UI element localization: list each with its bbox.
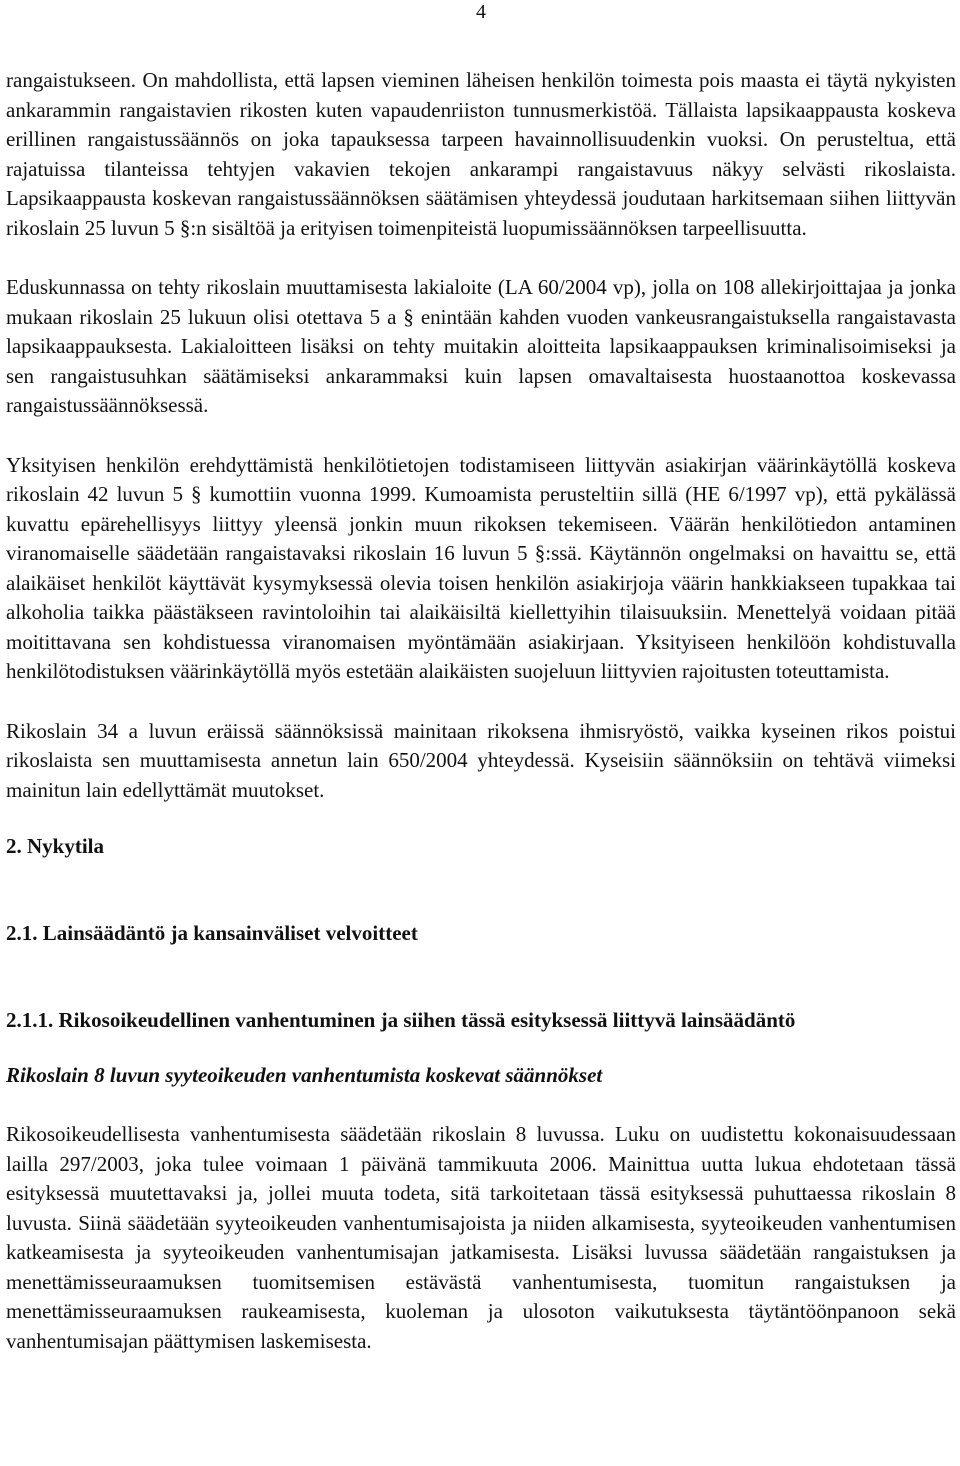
paragraph-lakialoite: Eduskunnassa on tehty rikoslain muuttamisesta lakialoite (LA 60/2004 vp), jolla on 108 allekirjoittajaa ja jonka mukaan rikoslain 25 lukuun olisi otettava 5 a § enintään kahden vuoden vankeusrangaistuksella rangaistavasta lapsikaappauksesta. Lakialoitteen lisäksi on tehty muitakin aloitteita lapsikaappauksen kriminalisoimiseksi ja sen rangaistusuhkan säätämiseksi ankarammaksi kuin lapsen omavaltaisesta huostaanottoa koskevassa rangaistussäännöksessä.: [6, 275, 956, 417]
document-body: [6, 66, 956, 1356]
heading-lainsaadanto: 2.1. Lainsäädäntö ja kansainväliset velvoitteet: [6, 921, 418, 945]
paragraph-henkilotietojen-vaarinkaytto: Yksityisen henkilön erehdyttämistä henkilötietojen todistamiseen liittyvän asiakirjan väärinkäytöllä koskeva rikoslain 42 luvun 5 § kumottiin vuonna 1999. Kumoamista perusteltiin sillä (HE 6/1997 vp), että pykälässä kuvattu epärehellisyys liittyy yleensä jonkin muun rikoksen tekemiseen. Väärän henkilötiedon antaminen viranomaiselle säädetään rangaistavaksi rikoslain 16 luvun 5 §:ssä. Käytännön ongelmaksi on havaittu se, että alaikäiset henkilöt käyttävät kysymyksessä olevia toisen henkilön asiakirjoja väärin hankkiakseen tupakkaa tai alkoholia taikka päästäkseen ravintoloihin tai alaikäisiltä kiellettyihin tilaisuuksiin. Menettelyä voidaan pitää moitittavana sen kohdistuessa viranomaisen myöntämään asiakirjaan. Yksityiseen henkilöön kohdistuvalla henkilötodistuksen väärinkäytöllä myös estetään alaikäisten suojeluun liittyvien rajoitusten toteuttamista.: [6, 452, 956, 683]
heading-rikoslain-8-luku: Rikoslain 8 luvun syyteoikeuden vanhentumista koskevat säännökset: [6, 1063, 603, 1087]
paragraph-lapsikaappaus: rangaistukseen. On mahdollista, että lapsen vieminen läheisen henkilön toimesta pois maasta ei täytä nykyisten ankarammin rangaistavien rikosten kuten vapaudenriiston tunnusmerkistöä. Tällaista lapsikaappausta koskeva erillinen rangaistussäännös on joka tapauksessa tarpeen havainnollisuudenkin vuoksi. On perusteltua, että rajatuissa tilanteissa tehtyjen vakavien tekojen ankarampi rangaistavuus näkyy selvästi rikoslaista. Lapsikaappausta koskevan rangaistussäännöksen säätämisen yhteydessä joudutaan harkitsemaan siihen liittyvän rikoslain 25 luvun 5 §:n sisältöä ja erityisen toimenpiteistä luopumissäännöksen tarpeellisuutta.: [6, 68, 956, 240]
paragraph-rikosoikeudellinen-vanhentuminen: Rikosoikeudellisesta vanhentumisesta säädetään rikoslain 8 luvussa. Luku on uudistettu kokonaisuudessaan lailla 297/2003, joka tulee voimaan 1 päivänä tammikuuta 2006. Mainittua uutta lukua ehdotetaan tässä esityksessä muutettavaksi ja, jollei muuta todeta, sitä tarkoitetaan tässä esityksessä puhuttaessa rikoslain 8 luvusta. Siinä säädetään syyteoikeuden vanhentumisajoista ja niiden alkamisesta, syyteoikeuden vanhentumisen katkeamisesta ja syyteoikeuden vanhentumisajan jatkamisesta. Lisäksi luvussa säädetään rangaistuksen ja menettämisseuraamuksen tuomitsemisen estävästä vanhentumisesta, tuomitun rangaistuksen ja menettämisseuraamuksen raukeamisesta, kuoleman ja ulosoton vaikutuksesta täytäntöönpanoon sekä vanhentumisajan päättymisen laskemisesta.: [6, 1122, 956, 1353]
paragraph-ihmisryosto: Rikoslain 34 a luvun eräissä säännöksissä mainitaan rikoksena ihmisryöstö, vaikka kyseinen rikos poistui rikoslaista sen muuttamisesta annetun lain 650/2004 yhteydessä. Kyseisiin säännöksiin on tehtävä viimeksi mainitun lain edellyttämät muutokset.: [6, 718, 956, 802]
heading-rikosoikeudellinen-vanhentuminen: 2.1.1. Rikosoikeudellinen vanhentuminen ja siihen tässä esityksessä liittyvä lainsäädäntö: [6, 1008, 796, 1032]
page-number: 4: [476, 1, 486, 23]
heading-nykytila: 2. Nykytila: [6, 834, 105, 858]
